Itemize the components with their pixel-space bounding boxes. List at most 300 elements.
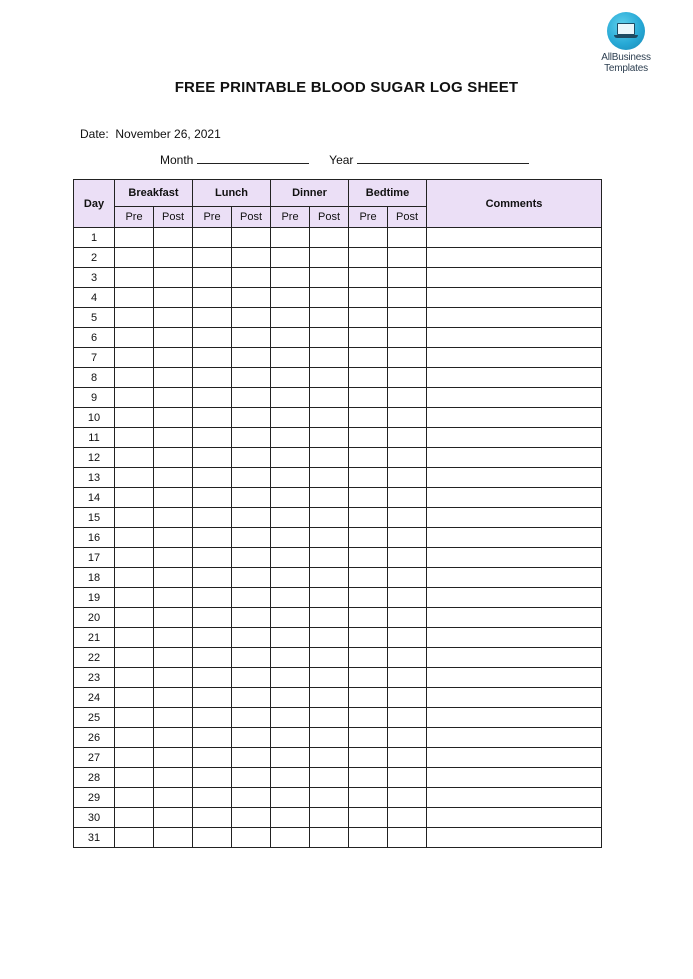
comment-cell[interactable] xyxy=(427,348,602,368)
reading-cell[interactable] xyxy=(232,408,271,428)
reading-cell[interactable] xyxy=(115,248,154,268)
reading-cell[interactable] xyxy=(349,228,388,248)
comment-cell[interactable] xyxy=(427,688,602,708)
reading-cell[interactable] xyxy=(271,648,310,668)
reading-cell[interactable] xyxy=(154,428,193,448)
reading-cell[interactable] xyxy=(115,288,154,308)
reading-cell[interactable] xyxy=(154,248,193,268)
reading-cell[interactable] xyxy=(310,488,349,508)
reading-cell[interactable] xyxy=(388,368,427,388)
reading-cell[interactable] xyxy=(349,408,388,428)
reading-cell[interactable] xyxy=(349,808,388,828)
comment-cell[interactable] xyxy=(427,648,602,668)
reading-cell[interactable] xyxy=(115,448,154,468)
logo-text xyxy=(592,52,660,74)
day-number: 19 xyxy=(74,588,115,608)
reading-cell[interactable] xyxy=(193,628,232,648)
reading-cell[interactable] xyxy=(154,608,193,628)
reading-cell[interactable] xyxy=(271,668,310,688)
reading-cell[interactable] xyxy=(349,268,388,288)
reading-cell[interactable] xyxy=(154,688,193,708)
reading-cell[interactable] xyxy=(115,528,154,548)
reading-cell[interactable] xyxy=(193,588,232,608)
reading-cell[interactable] xyxy=(154,488,193,508)
reading-cell[interactable] xyxy=(271,348,310,368)
reading-cell[interactable] xyxy=(232,508,271,528)
reading-cell[interactable] xyxy=(154,748,193,768)
reading-cell[interactable] xyxy=(115,608,154,628)
reading-cell[interactable] xyxy=(310,748,349,768)
reading-cell[interactable] xyxy=(193,228,232,248)
reading-cell[interactable] xyxy=(154,528,193,548)
header-day: Day xyxy=(74,180,115,228)
reading-cell[interactable] xyxy=(115,708,154,728)
reading-cell[interactable] xyxy=(271,748,310,768)
month-year-line xyxy=(160,153,529,167)
reading-cell[interactable] xyxy=(193,248,232,268)
reading-cell[interactable] xyxy=(115,568,154,588)
comment-cell[interactable] xyxy=(427,808,602,828)
reading-cell[interactable] xyxy=(310,768,349,788)
reading-cell[interactable] xyxy=(349,668,388,688)
reading-cell[interactable] xyxy=(349,248,388,268)
reading-cell[interactable] xyxy=(154,388,193,408)
reading-cell[interactable] xyxy=(388,448,427,468)
reading-cell[interactable] xyxy=(193,568,232,588)
reading-cell[interactable] xyxy=(271,828,310,848)
reading-cell[interactable] xyxy=(388,348,427,368)
reading-cell[interactable] xyxy=(154,288,193,308)
reading-cell[interactable] xyxy=(310,268,349,288)
reading-cell[interactable] xyxy=(310,248,349,268)
reading-cell[interactable] xyxy=(349,648,388,668)
comment-cell[interactable] xyxy=(427,228,602,248)
reading-cell[interactable] xyxy=(349,828,388,848)
reading-cell[interactable] xyxy=(388,288,427,308)
comment-cell[interactable] xyxy=(427,748,602,768)
comment-cell[interactable] xyxy=(427,328,602,348)
reading-cell[interactable] xyxy=(232,708,271,728)
reading-cell[interactable] xyxy=(388,708,427,728)
reading-cell[interactable] xyxy=(271,468,310,488)
reading-cell[interactable] xyxy=(349,548,388,568)
day-number: 12 xyxy=(74,448,115,468)
reading-cell[interactable] xyxy=(115,768,154,788)
reading-cell[interactable] xyxy=(388,728,427,748)
month-field[interactable] xyxy=(197,153,309,164)
date-label: Date: xyxy=(80,127,109,141)
table-row xyxy=(74,368,602,388)
reading-cell[interactable] xyxy=(193,788,232,808)
reading-cell[interactable] xyxy=(154,468,193,488)
reading-cell[interactable] xyxy=(388,828,427,848)
comment-cell[interactable] xyxy=(427,728,602,748)
reading-cell[interactable] xyxy=(193,608,232,628)
reading-cell[interactable] xyxy=(271,628,310,648)
reading-cell[interactable] xyxy=(115,488,154,508)
reading-cell[interactable] xyxy=(388,608,427,628)
reading-cell[interactable] xyxy=(310,608,349,628)
reading-cell[interactable] xyxy=(115,388,154,408)
reading-cell[interactable] xyxy=(271,448,310,468)
reading-cell[interactable] xyxy=(310,588,349,608)
reading-cell[interactable] xyxy=(193,748,232,768)
reading-cell[interactable] xyxy=(154,668,193,688)
reading-cell[interactable] xyxy=(388,668,427,688)
reading-cell[interactable] xyxy=(115,828,154,848)
reading-cell[interactable] xyxy=(193,528,232,548)
reading-cell[interactable] xyxy=(349,488,388,508)
reading-cell[interactable] xyxy=(310,428,349,448)
comment-cell[interactable] xyxy=(427,548,602,568)
reading-cell[interactable] xyxy=(271,768,310,788)
reading-cell[interactable] xyxy=(271,568,310,588)
reading-cell[interactable] xyxy=(310,648,349,668)
reading-cell[interactable] xyxy=(271,248,310,268)
reading-cell[interactable] xyxy=(232,568,271,588)
reading-cell[interactable] xyxy=(232,688,271,708)
reading-cell[interactable] xyxy=(193,708,232,728)
reading-cell[interactable] xyxy=(115,308,154,328)
reading-cell[interactable] xyxy=(271,548,310,568)
reading-cell[interactable] xyxy=(388,788,427,808)
log-body xyxy=(74,228,602,848)
header-lunch: Lunch xyxy=(193,180,271,207)
reading-cell[interactable] xyxy=(115,808,154,828)
reading-cell[interactable] xyxy=(232,428,271,448)
reading-cell[interactable] xyxy=(115,368,154,388)
reading-cell[interactable] xyxy=(232,488,271,508)
comment-cell[interactable] xyxy=(427,468,602,488)
reading-cell[interactable] xyxy=(154,808,193,828)
reading-cell[interactable] xyxy=(232,828,271,848)
reading-cell[interactable] xyxy=(271,388,310,408)
reading-cell[interactable] xyxy=(154,448,193,468)
reading-cell[interactable] xyxy=(388,428,427,448)
reading-cell[interactable] xyxy=(193,408,232,428)
reading-cell[interactable] xyxy=(388,268,427,288)
reading-cell[interactable] xyxy=(193,808,232,828)
reading-cell[interactable] xyxy=(154,648,193,668)
reading-cell[interactable] xyxy=(232,668,271,688)
reading-cell[interactable] xyxy=(271,268,310,288)
reading-cell[interactable] xyxy=(310,468,349,488)
reading-cell[interactable] xyxy=(232,768,271,788)
reading-cell[interactable] xyxy=(349,288,388,308)
reading-cell[interactable] xyxy=(193,428,232,448)
comment-cell[interactable] xyxy=(427,608,602,628)
reading-cell[interactable] xyxy=(310,308,349,328)
reading-cell[interactable] xyxy=(232,528,271,548)
comment-cell[interactable] xyxy=(427,428,602,448)
reading-cell[interactable] xyxy=(193,448,232,468)
reading-cell[interactable] xyxy=(310,788,349,808)
reading-cell[interactable] xyxy=(232,728,271,748)
reading-cell[interactable] xyxy=(232,308,271,328)
reading-cell[interactable] xyxy=(388,228,427,248)
comment-cell[interactable] xyxy=(427,628,602,648)
reading-cell[interactable] xyxy=(154,228,193,248)
reading-cell[interactable] xyxy=(310,288,349,308)
reading-cell[interactable] xyxy=(154,268,193,288)
reading-cell[interactable] xyxy=(388,508,427,528)
reading-cell[interactable] xyxy=(154,788,193,808)
header-post: Post xyxy=(154,207,193,228)
comment-cell[interactable] xyxy=(427,268,602,288)
reading-cell[interactable] xyxy=(310,668,349,688)
reading-cell[interactable] xyxy=(349,528,388,548)
comment-cell[interactable] xyxy=(427,508,602,528)
reading-cell[interactable] xyxy=(154,828,193,848)
reading-cell[interactable] xyxy=(271,788,310,808)
table-row xyxy=(74,668,602,688)
reading-cell[interactable] xyxy=(310,828,349,848)
reading-cell[interactable] xyxy=(349,688,388,708)
reading-cell[interactable] xyxy=(271,528,310,548)
reading-cell[interactable] xyxy=(115,688,154,708)
reading-cell[interactable] xyxy=(232,608,271,628)
reading-cell[interactable] xyxy=(271,488,310,508)
reading-cell[interactable] xyxy=(310,628,349,648)
reading-cell[interactable] xyxy=(310,508,349,528)
reading-cell[interactable] xyxy=(349,368,388,388)
reading-cell[interactable] xyxy=(115,508,154,528)
reading-cell[interactable] xyxy=(154,548,193,568)
reading-cell[interactable] xyxy=(154,308,193,328)
reading-cell[interactable] xyxy=(154,728,193,748)
reading-cell[interactable] xyxy=(232,628,271,648)
reading-cell[interactable] xyxy=(349,388,388,408)
reading-cell[interactable] xyxy=(232,348,271,368)
reading-cell[interactable] xyxy=(154,768,193,788)
reading-cell[interactable] xyxy=(232,288,271,308)
reading-cell[interactable] xyxy=(388,388,427,408)
reading-cell[interactable] xyxy=(271,368,310,388)
reading-cell[interactable] xyxy=(310,368,349,388)
reading-cell[interactable] xyxy=(232,548,271,568)
reading-cell[interactable] xyxy=(115,668,154,688)
comment-cell[interactable] xyxy=(427,308,602,328)
reading-cell[interactable] xyxy=(154,628,193,648)
reading-cell[interactable] xyxy=(310,688,349,708)
reading-cell[interactable] xyxy=(232,328,271,348)
header-post: Post xyxy=(232,207,271,228)
reading-cell[interactable] xyxy=(115,728,154,748)
reading-cell[interactable] xyxy=(115,348,154,368)
reading-cell[interactable] xyxy=(271,288,310,308)
reading-cell[interactable] xyxy=(193,548,232,568)
reading-cell[interactable] xyxy=(310,808,349,828)
reading-cell[interactable] xyxy=(232,748,271,768)
reading-cell[interactable] xyxy=(388,468,427,488)
comment-cell[interactable] xyxy=(427,448,602,468)
reading-cell[interactable] xyxy=(349,348,388,368)
reading-cell[interactable] xyxy=(232,468,271,488)
comment-cell[interactable] xyxy=(427,568,602,588)
reading-cell[interactable] xyxy=(349,588,388,608)
reading-cell[interactable] xyxy=(349,608,388,628)
reading-cell[interactable] xyxy=(388,808,427,828)
comment-cell[interactable] xyxy=(427,528,602,548)
reading-cell[interactable] xyxy=(388,568,427,588)
table-row xyxy=(74,608,602,628)
reading-cell[interactable] xyxy=(193,328,232,348)
reading-cell[interactable] xyxy=(193,728,232,748)
reading-cell[interactable] xyxy=(310,708,349,728)
reading-cell[interactable] xyxy=(193,348,232,368)
reading-cell[interactable] xyxy=(115,788,154,808)
reading-cell[interactable] xyxy=(232,268,271,288)
day-number: 1 xyxy=(74,228,115,248)
reading-cell[interactable] xyxy=(115,548,154,568)
reading-cell[interactable] xyxy=(310,528,349,548)
reading-cell[interactable] xyxy=(349,748,388,768)
reading-cell[interactable] xyxy=(388,648,427,668)
reading-cell[interactable] xyxy=(349,328,388,348)
reading-cell[interactable] xyxy=(115,648,154,668)
reading-cell[interactable] xyxy=(115,428,154,448)
reading-cell[interactable] xyxy=(310,388,349,408)
day-number: 5 xyxy=(74,308,115,328)
reading-cell[interactable] xyxy=(115,628,154,648)
reading-cell[interactable] xyxy=(232,248,271,268)
reading-cell[interactable] xyxy=(271,608,310,628)
reading-cell[interactable] xyxy=(310,348,349,368)
comment-cell[interactable] xyxy=(427,408,602,428)
reading-cell[interactable] xyxy=(271,228,310,248)
reading-cell[interactable] xyxy=(349,428,388,448)
reading-cell[interactable] xyxy=(349,628,388,648)
table-row xyxy=(74,348,602,368)
reading-cell[interactable] xyxy=(271,708,310,728)
reading-cell[interactable] xyxy=(310,228,349,248)
comment-cell[interactable] xyxy=(427,588,602,608)
reading-cell[interactable] xyxy=(349,568,388,588)
reading-cell[interactable] xyxy=(310,728,349,748)
reading-cell[interactable] xyxy=(388,588,427,608)
reading-cell[interactable] xyxy=(388,308,427,328)
reading-cell[interactable] xyxy=(232,228,271,248)
reading-cell[interactable] xyxy=(154,368,193,388)
comment-cell[interactable] xyxy=(427,388,602,408)
reading-cell[interactable] xyxy=(193,288,232,308)
reading-cell[interactable] xyxy=(115,228,154,248)
comment-cell[interactable] xyxy=(427,788,602,808)
reading-cell[interactable] xyxy=(193,508,232,528)
reading-cell[interactable] xyxy=(154,328,193,348)
reading-cell[interactable] xyxy=(271,328,310,348)
reading-cell[interactable] xyxy=(115,748,154,768)
reading-cell[interactable] xyxy=(349,308,388,328)
reading-cell[interactable] xyxy=(193,768,232,788)
reading-cell[interactable] xyxy=(388,768,427,788)
comment-cell[interactable] xyxy=(427,488,602,508)
reading-cell[interactable] xyxy=(388,748,427,768)
reading-cell[interactable] xyxy=(154,348,193,368)
year-field[interactable] xyxy=(357,153,529,164)
reading-cell[interactable] xyxy=(349,708,388,728)
reading-cell[interactable] xyxy=(349,728,388,748)
reading-cell[interactable] xyxy=(271,728,310,748)
comment-cell[interactable] xyxy=(427,708,602,728)
reading-cell[interactable] xyxy=(310,408,349,428)
reading-cell[interactable] xyxy=(232,588,271,608)
reading-cell[interactable] xyxy=(388,628,427,648)
comment-cell[interactable] xyxy=(427,828,602,848)
reading-cell[interactable] xyxy=(388,408,427,428)
reading-cell[interactable] xyxy=(232,648,271,668)
reading-cell[interactable] xyxy=(154,708,193,728)
reading-cell[interactable] xyxy=(232,448,271,468)
reading-cell[interactable] xyxy=(349,468,388,488)
reading-cell[interactable] xyxy=(349,508,388,528)
reading-cell[interactable] xyxy=(310,328,349,348)
reading-cell[interactable] xyxy=(271,588,310,608)
reading-cell[interactable] xyxy=(388,688,427,708)
reading-cell[interactable] xyxy=(115,408,154,428)
header-pre: Pre xyxy=(115,207,154,228)
reading-cell[interactable] xyxy=(154,568,193,588)
reading-cell[interactable] xyxy=(271,508,310,528)
reading-cell[interactable] xyxy=(310,448,349,468)
reading-cell[interactable] xyxy=(388,328,427,348)
reading-cell[interactable] xyxy=(388,248,427,268)
comment-cell[interactable] xyxy=(427,768,602,788)
reading-cell[interactable] xyxy=(193,688,232,708)
reading-cell[interactable] xyxy=(349,448,388,468)
comment-cell[interactable] xyxy=(427,288,602,308)
reading-cell[interactable] xyxy=(154,588,193,608)
reading-cell[interactable] xyxy=(271,428,310,448)
reading-cell[interactable] xyxy=(193,268,232,288)
reading-cell[interactable] xyxy=(193,668,232,688)
reading-cell[interactable] xyxy=(310,568,349,588)
reading-cell[interactable] xyxy=(271,408,310,428)
reading-cell[interactable] xyxy=(232,368,271,388)
reading-cell[interactable] xyxy=(115,268,154,288)
reading-cell[interactable] xyxy=(115,468,154,488)
comment-cell[interactable] xyxy=(427,668,602,688)
reading-cell[interactable] xyxy=(193,308,232,328)
reading-cell[interactable] xyxy=(349,788,388,808)
comment-cell[interactable] xyxy=(427,248,602,268)
comment-cell[interactable] xyxy=(427,368,602,388)
day-number: 11 xyxy=(74,428,115,448)
reading-cell[interactable] xyxy=(193,828,232,848)
day-number: 22 xyxy=(74,648,115,668)
reading-cell[interactable] xyxy=(193,468,232,488)
reading-cell[interactable] xyxy=(193,648,232,668)
reading-cell[interactable] xyxy=(271,808,310,828)
reading-cell[interactable] xyxy=(193,488,232,508)
reading-cell[interactable] xyxy=(388,528,427,548)
reading-cell[interactable] xyxy=(154,408,193,428)
reading-cell[interactable] xyxy=(310,548,349,568)
reading-cell[interactable] xyxy=(115,328,154,348)
reading-cell[interactable] xyxy=(271,308,310,328)
reading-cell[interactable] xyxy=(154,508,193,528)
reading-cell[interactable] xyxy=(193,368,232,388)
reading-cell[interactable] xyxy=(115,588,154,608)
reading-cell[interactable] xyxy=(349,768,388,788)
reading-cell[interactable] xyxy=(271,688,310,708)
reading-cell[interactable] xyxy=(388,548,427,568)
reading-cell[interactable] xyxy=(232,388,271,408)
reading-cell[interactable] xyxy=(388,488,427,508)
reading-cell[interactable] xyxy=(232,788,271,808)
reading-cell[interactable] xyxy=(193,388,232,408)
reading-cell[interactable] xyxy=(232,808,271,828)
